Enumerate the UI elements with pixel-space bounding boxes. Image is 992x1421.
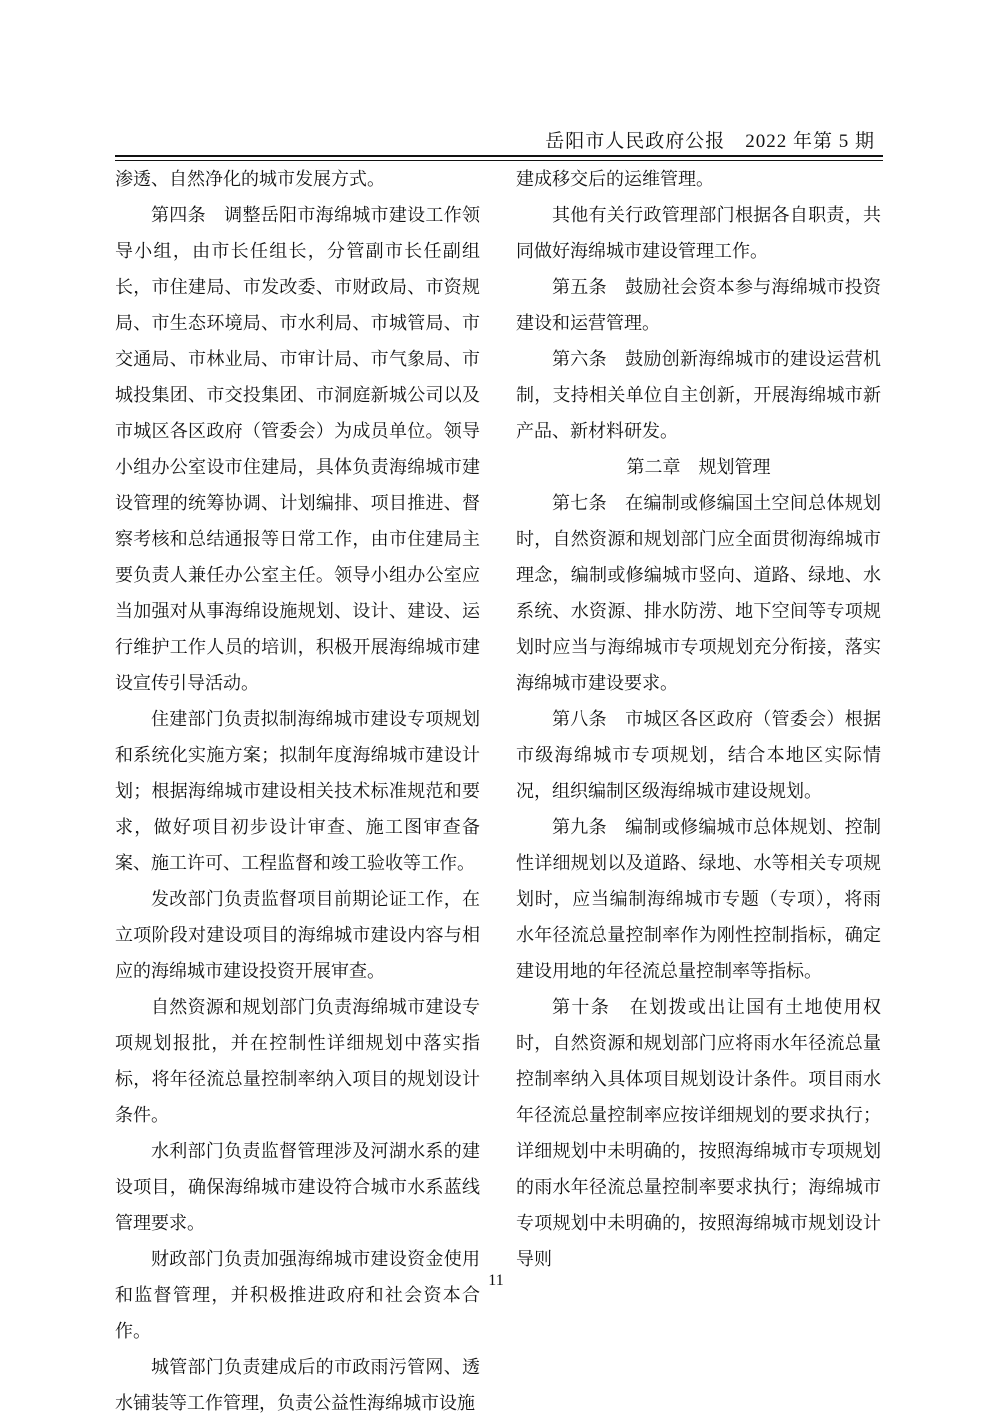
paragraph: 发改部门负责监督项目前期论证工作，在立项阶段对建设项目的海绵城市建设内容与相应的海绵城市建设投资开展审查。 xyxy=(115,889,480,981)
paragraph: 第六条 鼓励创新海绵城市的建设运营机制，支持相关单位自主创新，开展海绵城市新产品、新材料研发。 xyxy=(516,349,881,441)
paragraph: 第八条 市城区各区政府（管委会）根据市级海绵城市专项规划，结合本地区实际情况，组织编制区级海绵城市建设规划。 xyxy=(516,709,881,801)
paragraph: 第九条 编制或修编城市总体规划、控制性详细规划以及道路、绿地、水等相关专项规划时，应当编制海绵城市专题（专项），将雨水年径流总量控制率作为刚性控制指标，确定建设用地的年径流总量控制率等指标。 xyxy=(516,817,881,981)
paragraph: 第十条 在划拨或出让国有土地使用权时，自然资源和规划部门应将雨水年径流总量控制率纳入具体项目规划设计条件。项目雨水年径流总量控制率应按详细规划的要求执行；详细规划中未明确的，按照海绵城市专项规划的雨水年径流总量控制率要求执行；海绵城市专项规划中未明确的，按照海绵城市规划设计导则 xyxy=(516,997,881,1269)
page-content xyxy=(115,161,881,1421)
left-column xyxy=(115,161,480,1421)
paragraph: 第五条 鼓励社会资本参与海绵城市投资建设和运营管理。 xyxy=(516,277,881,333)
paragraph: 财政部门负责加强海绵城市建设资金使用和监督管理，并积极推进政府和社会资本合作。 xyxy=(115,1249,480,1341)
paragraph: 其他有关行政管理部门根据各自职责，共同做好海绵城市建设管理工作。 xyxy=(516,205,881,261)
right-column xyxy=(516,161,881,1421)
paragraph: 第七条 在编制或修编国土空间总体规划时，自然资源和规划部门应全面贯彻海绵城市理念，编制或修编城市竖向、道路、绿地、水系统、水资源、排水防涝、地下空间等专项规划时应当与海绵城市专项规划充分衔接，落实海绵城市建设要求。 xyxy=(516,493,881,693)
paragraph: 住建部门负责拟制海绵城市建设专项规划和系统化实施方案；拟制年度海绵城市建设计划；根据海绵城市建设相关技术标准规范和要求，做好项目初步设计审查、施工图审查备案、施工许可、工程监督和竣工验收等工作。 xyxy=(115,709,480,873)
paragraph: 自然资源和规划部门负责海绵城市建设专项规划报批，并在控制性详细规划中落实指标，将年径流总量控制率纳入项目的规划设计条件。 xyxy=(115,997,480,1125)
page-number: 11 xyxy=(488,1272,504,1289)
chapter-heading: 第二章 规划管理 xyxy=(626,457,771,477)
paragraph: 城管部门负责建成后的市政雨污管网、透水铺装等工作管理，负责公益性海绵城市设施 xyxy=(115,1357,480,1413)
paragraph: 第四条 调整岳阳市海绵城市建设工作领导小组，由市长任组长，分管副市长任副组长，市住建局、市发改委、市财政局、市资规局、市生态环境局、市水利局、市城管局、市交通局、市林业局、市审计局、市气象局、市城投集团、市交投集团、市洞庭新城公司以及市城区各区政府（管委会）为成员单位。领导小组办公室设市住建局，具体负责海绵城市建设管理的统筹协调、计划编排、项目推进、督察考核和总结通报等日常工作，由市住建局主要负责人兼任办公室主任。领导小组办公室应当加强对从事海绵设施规划、设计、建设、运行维护工作人员的培训，积极开展海绵城市建设宣传引导活动。 xyxy=(115,205,480,693)
paragraph: 渗透、自然净化的城市发展方式。 xyxy=(115,169,385,189)
gazette-header-title: 岳阳市人民政府公报 2022 年第 5 期 xyxy=(545,131,875,152)
paragraph: 建成移交后的运维管理。 xyxy=(516,169,714,189)
paragraph: 水利部门负责监督管理涉及河湖水系的建设项目，确保海绵城市建设符合城市水系蓝线管理要求。 xyxy=(115,1141,480,1233)
